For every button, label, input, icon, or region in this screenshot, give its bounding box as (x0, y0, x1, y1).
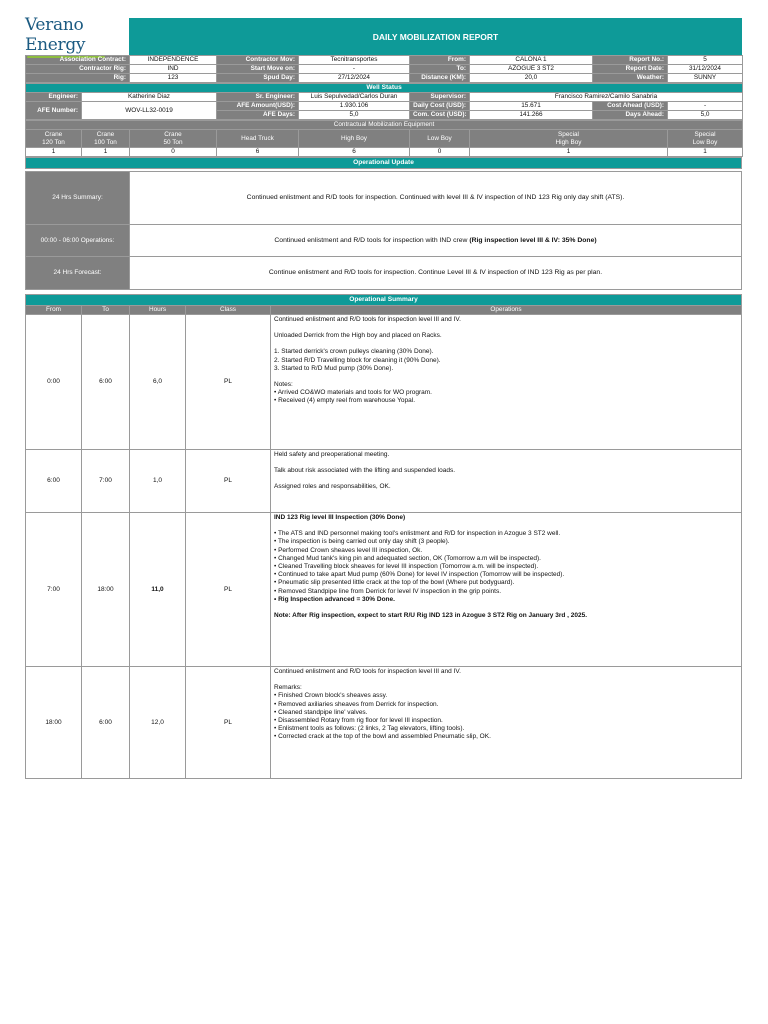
engineer-label: Engineer: (26, 93, 82, 102)
forecast-24h-label: 24 Hrs Forecast: (26, 257, 130, 290)
equipment-value-low-boy: 0 (410, 148, 470, 157)
com-cost-value: 141.266 (470, 111, 593, 120)
from-label: From: (410, 56, 470, 65)
row-hours: 6,0 (130, 315, 186, 450)
equipment-value-special-high-boy: 1 (470, 148, 668, 157)
daily-cost-value: 15.671 (470, 102, 593, 111)
operation-line: • Cleaned Travelling block sheaves for level III inspection (Tomorrow a.m. will be inspected). (274, 563, 539, 571)
to-value: AZOGUE 3 ST2 (470, 65, 593, 74)
supervisor-value: Francisco Ramirez/Camilo Sanabria (470, 93, 743, 102)
operation-line: • Enlistment tools as follows: (2 links, 2 Tag elevators, lifting tools). (274, 725, 465, 733)
row-operations (271, 513, 742, 667)
equipment-header-special-low-boy: Special Low Boy (668, 130, 743, 148)
days-ahead-value: 5,0 (668, 111, 743, 120)
engineer-value: Katherine Diaz (82, 93, 217, 102)
row-class: PL (186, 513, 271, 667)
info-row-3 (26, 74, 743, 83)
report-title: DAILY MOBILIZATION REPORT (129, 18, 742, 55)
report-header (25, 15, 742, 55)
row-to: 18:00 (82, 513, 130, 667)
afe-days-label: AFE Days: (217, 111, 299, 120)
early-ops-label: 00:00 - 06:00 Operations: (26, 225, 130, 257)
equipment-value-crane-50: 0 (130, 148, 217, 157)
operation-line: • Finished Crown block's sheaves assy. (274, 692, 388, 700)
association-contract-value: INDEPENDENCE (130, 56, 217, 65)
report-no-value: 5 (668, 56, 743, 65)
com-cost-label: Com. Cost (USD): (410, 111, 470, 120)
contractor-mov-value: Tecnitransportes (299, 56, 410, 65)
row-to: 6:00 (82, 315, 130, 450)
start-move-label: Start Move on: (217, 65, 299, 74)
forecast-24h-text: Continue enlistment and R/D tools for inspection. Continue Level III & IV inspection of IND 123 Rig as per plan. (130, 257, 742, 290)
from-value: CALONA 1 (470, 56, 593, 65)
operation-line: • Changed Mud tank's king pin and adequated section, OK (Tomorrow a.m will be inspected). (274, 554, 541, 562)
well-status-table (25, 83, 743, 120)
summary-24h-text: Continued enlistment and R/D tools for inspection. Continued with level III & IV inspection of IND 123 Rig only day shift (ATS). (130, 172, 742, 225)
equipment-value-head-truck: 6 (217, 148, 299, 157)
operational-summary-title: Operational Summary (26, 295, 742, 306)
operation-line: Notes: (274, 381, 293, 389)
report-sheet (25, 15, 742, 779)
equipment-value-crane-100: 1 (82, 148, 130, 157)
equipment-header-crane-120: Crane 120 Ton (26, 130, 82, 148)
row-from: 18:00 (26, 667, 82, 779)
equipment-header-crane-100: Crane 100 Ton (82, 130, 130, 148)
equipment-header-high-boy: High Boy (299, 130, 410, 148)
distance-value: 20,0 (470, 74, 593, 83)
operation-line: • Rig Inspection advanced = 30% Done. (274, 595, 395, 603)
afe-amount-value: 1.930.106 (299, 102, 410, 111)
afe-amount-label: AFE Amount(USD): (217, 102, 299, 111)
row-hours: 12,0 (130, 667, 186, 779)
operation-line: Talk about risk associated with the lifting and suspended loads. (274, 467, 456, 475)
ops-header-hours: Hours (130, 306, 186, 315)
operation-line: 1. Started derrick's crown pulleys cleaning (30% Done). (274, 348, 434, 356)
report-no-label: Report No.: (593, 56, 668, 65)
operational-summary-table (25, 294, 742, 779)
operation-line: • Removed axiliaries sheaves from Derrick for inspection. (274, 700, 439, 708)
operation-line: Continued enlistment and R/D tools for inspection level III and IV. (274, 668, 461, 675)
spud-day-label: Spud Day: (217, 74, 299, 83)
equipment-header-low-boy: Low Boy (410, 130, 470, 148)
row-hours: 11,0 (130, 513, 186, 667)
operation-line: Remarks: (274, 684, 302, 692)
row-operations (271, 667, 742, 779)
table-row (26, 513, 742, 667)
operation-line: 2. Started R/D Travelling block for cleaning it (90% Done). (274, 356, 441, 364)
operation-line: Held safety and preoperational meeting. (274, 451, 390, 458)
operation-line: • The inspection is being carried out only day shift (3 people). (274, 538, 450, 546)
inspection-heading: IND 123 Rig level III Inspection (30% Done) (274, 514, 406, 521)
equipment-value-special-low-boy: 1 (668, 148, 743, 157)
well-status-title: Well Status (26, 84, 743, 93)
operation-line: • Continued to take apart Mud pump (60% Done) for level IV inspection (Tomorrow will be inspected). (274, 571, 565, 579)
operational-update-table (25, 157, 742, 290)
distance-label: Distance (KM): (410, 74, 470, 83)
spud-day-value: 27/12/2024 (299, 74, 410, 83)
row-class: PL (186, 315, 271, 450)
row-from: 7:00 (26, 513, 82, 667)
equipment-value-crane-120: 1 (26, 148, 82, 157)
row-to: 7:00 (82, 450, 130, 513)
weather-value: SUNNY (668, 74, 743, 83)
operation-line: • Arrived CO&WO materials and tools for WO program. (274, 389, 432, 397)
sr-engineer-value: Luis Sepulvedad/Carlos Duran (299, 93, 410, 102)
info-row-2 (26, 65, 743, 74)
daily-cost-label: Daily Cost (USD): (410, 102, 470, 111)
ops-header-from: From (26, 306, 82, 315)
operation-line: Assigned roles and responsabilities, OK. (274, 483, 391, 491)
operation-line: • Corrected crack at the top of the bowl and assembled Pneumatic slip, OK. (274, 733, 491, 741)
row-operations (271, 315, 742, 450)
rig-value: 123 (130, 74, 217, 83)
row-from: 6:00 (26, 450, 82, 513)
row-to: 6:00 (82, 667, 130, 779)
operation-line: • The ATS and IND personnel making tool's enlistment and R/D for inspection in Azogue 3 ST2 well. (274, 530, 561, 538)
contractor-mov-label: Contractor Mov: (217, 56, 299, 65)
sr-engineer-label: Sr. Engineer: (217, 93, 299, 102)
row-operations (271, 450, 742, 513)
equipment-title: Contractual Mobilization Equipment (26, 121, 743, 130)
contractor-rig-value: IND (130, 65, 217, 74)
report-date-label: Report Date: (593, 65, 668, 74)
contractor-rig-label: Contractor Rig: (26, 65, 130, 74)
operation-line: • Disassembled Rotary from rig floor for level III inspection. (274, 717, 443, 725)
association-contract-label: Association Contract: (26, 56, 130, 65)
ops-header-class: Class (186, 306, 271, 315)
table-row (26, 667, 742, 779)
operation-line: Note: After Rig inspection, expect to start R/U Rig IND 123 in Azogue 3 ST2 Rig on January 3rd , 2025. (274, 612, 588, 620)
table-row (26, 315, 742, 450)
afe-number-value: WOV-LL32-0019 (82, 102, 217, 120)
cost-ahead-label: Cost Ahead (USD): (593, 102, 668, 111)
weather-label: Weather: (593, 74, 668, 83)
early-ops-progress: (Rig inspection level III & IV: 35% Done) (469, 236, 597, 244)
operational-update-title: Operational Update (26, 158, 742, 169)
row-class: PL (186, 450, 271, 513)
info-table (25, 55, 743, 83)
row-class: PL (186, 667, 271, 779)
operation-line: • Pneumatic slip presented little crack at the top of the bowl (Where put bodyguard). (274, 579, 515, 587)
early-ops-text: Continued enlistment and R/D tools for inspection with IND crew (Rig inspection level III & IV: 35% Done) (130, 225, 742, 257)
equipment-table (25, 120, 743, 157)
equipment-value-high-boy: 6 (299, 148, 410, 157)
row-from: 0:00 (26, 315, 82, 450)
operation-line: • Removed Standpipe line from Derrick for level IV inspection in the grip points. (274, 587, 501, 595)
afe-days-value: 5,0 (299, 111, 410, 120)
supervisor-label: Supervisor: (410, 93, 470, 102)
to-label: To: (410, 65, 470, 74)
days-ahead-label: Days Ahead: (593, 111, 668, 120)
equipment-header-special-high-boy: Special High Boy (470, 130, 668, 148)
operation-line: • Performed Crown sheaves level III inspection, Ok. (274, 546, 423, 554)
afe-number-label: AFE Number: (26, 102, 82, 120)
rig-label: Rig: (26, 74, 130, 83)
operation-line: 3. Started to R/D Mud pump (30% Done). (274, 364, 394, 372)
operation-line: • Received (4) empty reel from warehouse Yopal. (274, 397, 416, 405)
start-move-value: - (299, 65, 410, 74)
equipment-header-crane-50: Crane 50 Ton (130, 130, 217, 148)
summary-24h-label: 24 Hrs Summary: (26, 172, 130, 225)
ops-header-to: To (82, 306, 130, 315)
company-name: Verano Energy (25, 15, 86, 55)
company-logo (25, 15, 129, 55)
operation-line: Continued enlistment and R/D tools for inspection level III and IV. (274, 316, 461, 323)
equipment-header-head-truck: Head Truck (217, 130, 299, 148)
cost-ahead-value: - (668, 102, 743, 111)
report-date-value: 31/12/2024 (668, 65, 743, 74)
operation-line: • Cleaned standpipe line' valves. (274, 708, 368, 716)
row-hours: 1,0 (130, 450, 186, 513)
info-row-1 (26, 56, 743, 65)
operation-line: Unloaded Derrick from the High boy and placed on Racks. (274, 332, 442, 340)
ops-header-operations: Operations (271, 306, 742, 315)
table-row (26, 450, 742, 513)
